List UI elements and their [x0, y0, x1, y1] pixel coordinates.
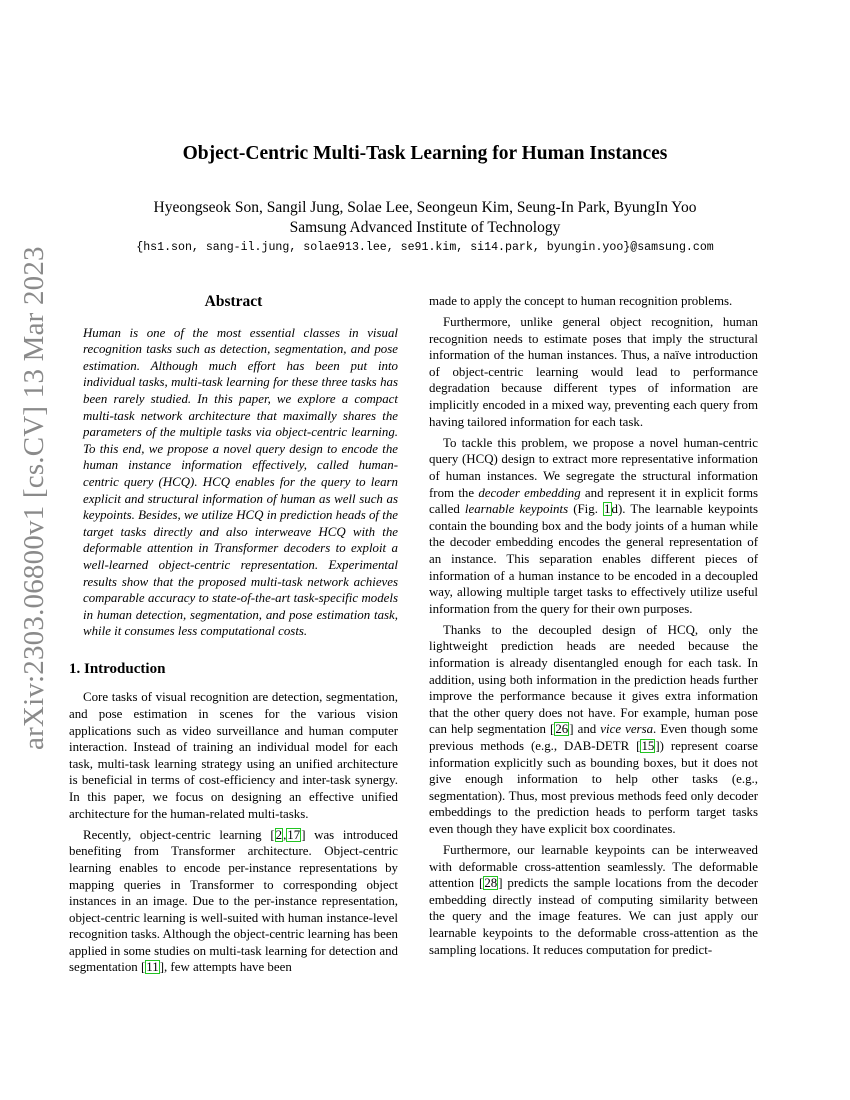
arxiv-side-stamp: arXiv:2303.06800v1 [cs.CV] 13 Mar 2023 [18, 246, 50, 750]
text-span: predicts the sample locations from the decoder embedding directly instead of computing similarity between the query and the image features. We can just apply our learnable keypoints to the deformable cross-attention as the sampling locations. It reduces computation for predict- [429, 876, 759, 957]
text-span: Furthermore, our learnable keypoints can be interweaved with deformable cross-attention seamlessly. The deformable attention [429, 843, 758, 891]
emphasis-text: learnable keypoints [464, 502, 569, 517]
emphasis-text: decoder embedding [478, 485, 581, 500]
emphasis-text: vice versa [600, 722, 654, 737]
text-span: . Even though some previous methods (e.g., DAB-DETR [429, 722, 758, 753]
right-column [429, 293, 758, 958]
citation-link[interactable]: 26 [555, 722, 569, 737]
right-paragraph-0: made to apply the concept to human recognition problems. [429, 294, 733, 308]
text-span: (Fig. [568, 502, 604, 517]
citation-link[interactable]: 28 [484, 876, 498, 891]
right-paragraph-4: Furthermore, our learnable keypoints can be interweaved with deformable cross-attention seamlessly. The deformable attention [28] predicts the sample locations from the decoder embedding directly instead of computing similarity between the query and the image features. We can just apply our learnable keypoints to the deformable cross-attention as the sampling locations. It reduces computation for predict- [429, 843, 759, 957]
intro-paragraph-2: Recently, object-centric learning [2,17] was introduced benefiting from Transformer architecture. Object-centric learning enables to encode per-instance representations by mapping queries in Transformer to corresponding object instances in an image. Due to the per-instance representation, object-centric learning is well-suited with human instance-level recognition tasks. Although the object-centric learning has been applied in some studies on multi-task learning for detection and segmentation [11], few attempts have been [69, 827, 398, 975]
author-list: Hyeongseok Son, Sangil Jung, Solae Lee, Seongeun Kim, Seung-In Park, ByungIn Yoo [153, 199, 697, 216]
text-span: Thanks to the decoupled design of HCQ, only the lightweight prediction heads are needed because the information is already disentangled enough for each task. In addition, using both information in the prediction heads further improve the performance because it gives extra information that the other query does not have. For example, human pose can help segmentation [429, 622, 758, 737]
affiliation: Samsung Advanced Institute of Technology [289, 219, 561, 236]
intro-paragraph-1: Core tasks of visual recognition are detection, segmentation, and pose estimation in scenes for the various vision applications such as video surveillance and human computer interaction. Instead of training an individual model for each task, multi-task learning strategy using an unified architecture is beneficial in terms of cost-efficiency and inter-task synergy. In this paper, we focus on designing an effective unified architecture for the human-related multi-tasks. [69, 690, 398, 821]
text-span: d). The learnable keypoints contain the bounding box and the body joints of a human while the decoder embedding encodes the general representation of an instance. This separation enables different pieces of information of a human instance to be encoded in a decoupled way, allowing multiple target tasks to effectively utilize useful information from the query for their own purposes. [429, 502, 758, 616]
abstract-heading: Abstract [204, 293, 263, 310]
introduction-heading: 1. Introduction [69, 660, 166, 677]
text-span: , few attempts have been [163, 960, 292, 975]
figure-link[interactable]: 1 [604, 502, 611, 517]
citation-link[interactable]: 17 [287, 827, 301, 842]
text-span: and represent it in explicit forms called [429, 485, 758, 517]
text-span: Recently, object-centric learning [83, 827, 271, 842]
right-paragraph-3: Thanks to the decoupled design of HCQ, only the lightweight prediction heads are needed because the information is already disentangled enough for each task. In addition, using both information in the prediction heads further improve the performance because it gives extra information that the other query does not have. For example, human pose can help segmentation [26] and vice versa. Even though some previous methods (e.g., DAB-DETR [15]) represent coarse information explicitly such as bounding boxes, but it does not give enough information to help other tasks (e.g., segmentation). Thus, most previous methods feed only decoder embeddings to the prediction heads to perform target tasks even though they have explicit box coordinates. [429, 622, 758, 836]
abstract-body: Human is one of the most essential classes in visual recognition tasks such as detection, segmentation, and pose estimation. Although much effort has been put into individual tasks, multi-task learning for these three tasks has been rarely studied. In this paper, we explore a compact multi-task network architecture that maximally shares the parameters of the multiple tasks via object-centric learning. To this end, we propose a novel query design to encode the human instance information effectively, called human-centric query (HCQ). HCQ enables for the query to learn explicit and structural information of human as well such as keypoints. Besides, we utilize HCQ in prediction heads of the target tasks directly and also interweave HCQ with the deformable attention in Transformer decoders to exploit a well-learned object-centric representation. Experimental results show that the proposed multi-task network achieves comparable accuracy to state-of-the-art task-specific models in human detection, segmentation, and pose estimation task, while it consumes less computational costs. [83, 325, 398, 639]
citation-link[interactable]: 11 [146, 960, 159, 975]
text-span: was introduced benefiting from Transformer architecture. Object-centric learning enables to encode per-instance representations by mapping queries in Transformer to corresponding object instances in an image. Due to the per-instance representation, object-centric learning is well-suited with human instance-level recognition tasks. Although the object-centric learning has been applied in some studies on multi-task learning for detection and segmentation [69, 827, 398, 975]
text-span: ) represent coarse information explicitly such as bounding boxes, but it does not give enough information to help other tasks (e.g., segmentation). Thus, most previous methods feed only decoder embeddings to the prediction heads to perform target tasks even though they have explicit box coordinates. [429, 738, 758, 836]
citation-link[interactable]: 2 [275, 827, 283, 842]
author-emails: {hs1.son, sang-il.jung, solae913.lee, se91.kim, si14.park, byungin.yoo}@samsung.com [136, 241, 714, 254]
text-span: To tackle this problem, we propose a novel human-centric query (HCQ) design to extract more representative information of human instances. We segregate the structural information from the [429, 435, 758, 500]
right-paragraph-2 [429, 435, 758, 618]
citation-link[interactable]: 15 [641, 738, 655, 753]
paper-title: Object-Centric Multi-Task Learning for Human Instances [182, 143, 668, 164]
text-span: and [573, 722, 601, 737]
left-column [69, 293, 398, 976]
right-paragraph-1: Furthermore, unlike general object recognition, human recognition needs to estimate poses that imply the structural information of the human instances. Thus, a naïve introduction of object-centric learning would lead to performance degradation because different types of information are implicitly encoded in a mixed way, preventing each query from having tailored information for each task. [429, 315, 758, 429]
